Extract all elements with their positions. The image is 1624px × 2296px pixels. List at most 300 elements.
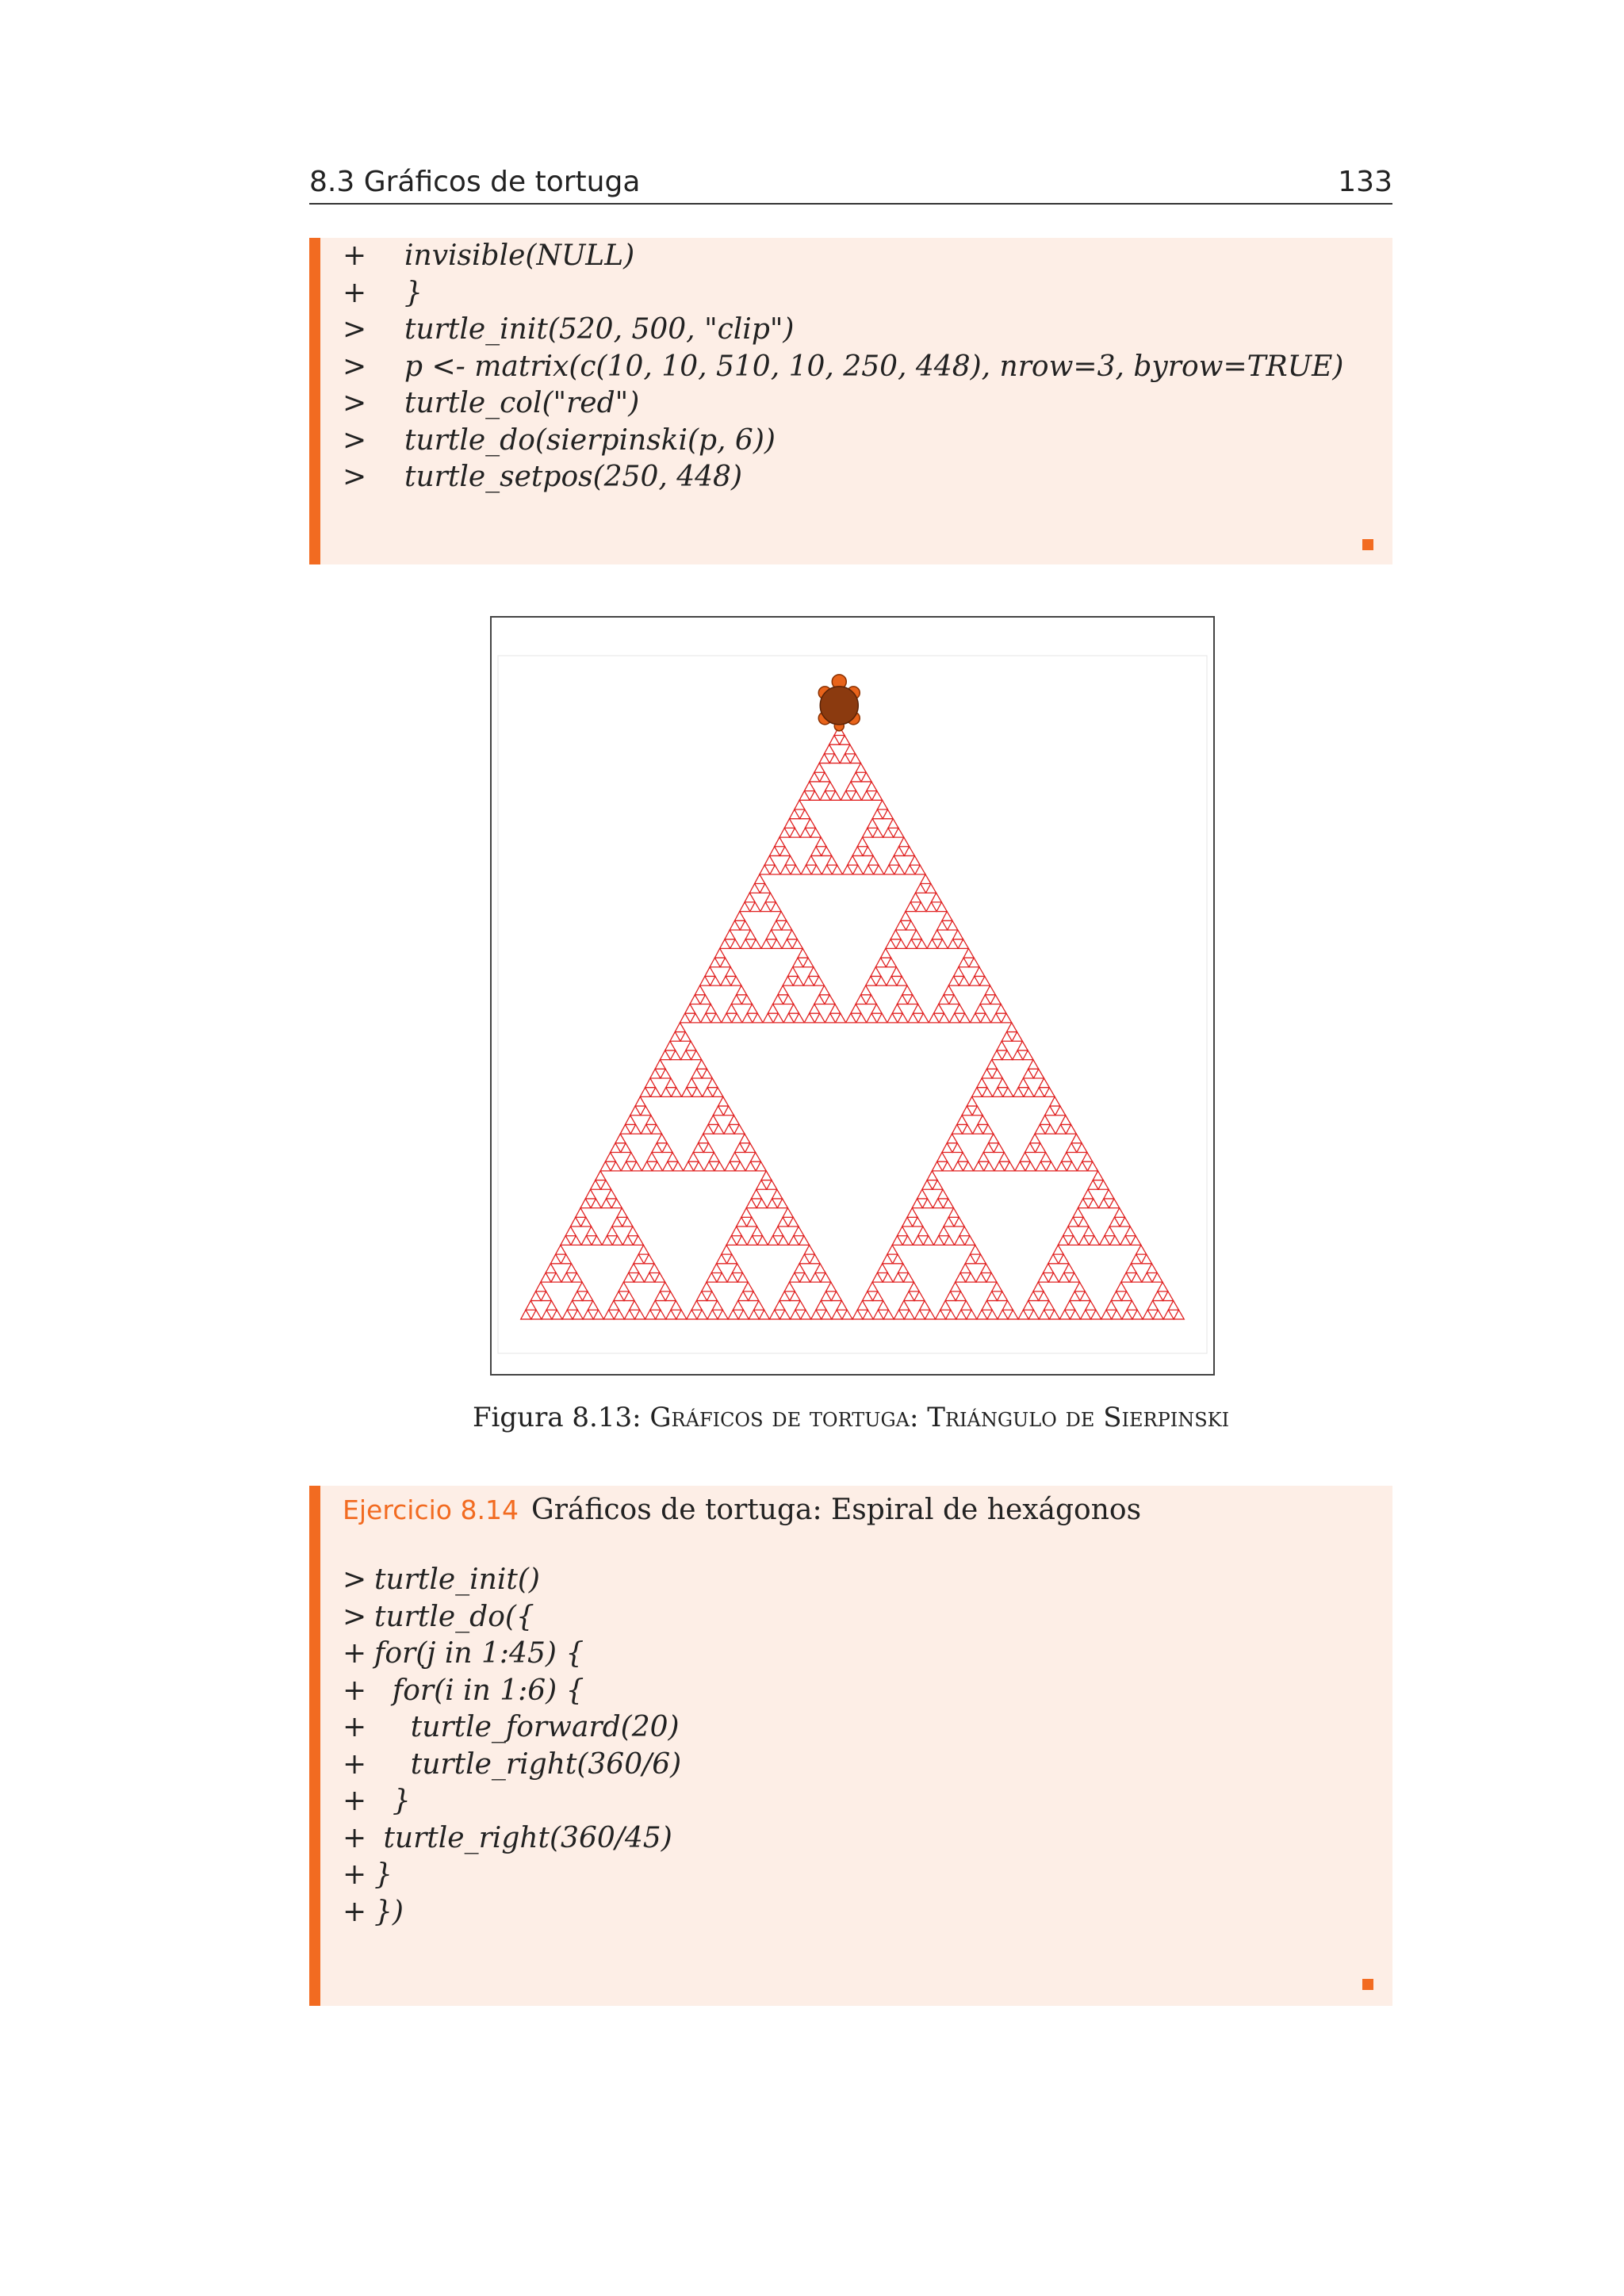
sierpinski-triangle: [819, 985, 829, 995]
sierpinski-triangle: [769, 1310, 779, 1319]
sierpinski-triangle: [760, 902, 771, 912]
sierpinski-triangle: [633, 1236, 643, 1246]
sierpinski-triangle: [913, 1217, 923, 1226]
sierpinski-triangle: [888, 819, 898, 828]
sierpinski-triangle: [945, 1292, 956, 1301]
sierpinski-triangle: [997, 1292, 1007, 1301]
sierpinski-triangle: [670, 1032, 680, 1042]
sierpinski-triangle: [829, 736, 840, 745]
code-text: }: [404, 276, 423, 309]
sierpinski-triangle: [1073, 1208, 1083, 1218]
sierpinski-triangle: [983, 1124, 994, 1134]
sierpinski-triangle: [837, 1301, 847, 1311]
sierpinski-triangle: [892, 1004, 902, 1013]
sierpinski-triangle: [1071, 1134, 1082, 1143]
sierpinski-triangle: [541, 1272, 551, 1282]
sierpinski-triangle: [550, 1254, 561, 1264]
sierpinski-triangle: [734, 1124, 745, 1134]
sierpinski-triangle: [780, 865, 791, 874]
sierpinski-triangle: [825, 1013, 835, 1023]
sierpinski-triangle: [793, 958, 803, 967]
sierpinski-triangle: [906, 902, 916, 912]
sierpinski-triangle: [918, 1013, 929, 1023]
sierpinski-triangle: [738, 1292, 749, 1301]
sierpinski-triangle: [1127, 1301, 1137, 1311]
sierpinski-triangle: [877, 1264, 887, 1273]
sierpinski-triangle: [655, 1272, 665, 1282]
sierpinski-triangle: [914, 1310, 925, 1319]
sierpinski-triangle: [787, 967, 798, 977]
sierpinski-triangle: [726, 967, 736, 977]
running-header: [309, 159, 1392, 205]
sierpinski-triangle: [814, 995, 825, 1004]
sierpinski-triangle: [826, 1282, 837, 1292]
sierpinski-triangle: [955, 1004, 965, 1013]
sierpinski-triangle: [710, 976, 721, 985]
sierpinski-triangle: [745, 893, 755, 902]
code-line: [343, 1673, 681, 1710]
sierpinski-triangle: [814, 976, 824, 985]
sierpinski-triangle: [680, 1013, 691, 1023]
sierpinski-triangle: [1055, 1106, 1066, 1115]
sierpinski-triangle: [775, 837, 785, 847]
sierpinski-triangle: [1040, 1115, 1050, 1125]
sierpinski-triangle: [868, 855, 879, 865]
sierpinski-triangle: [661, 1069, 671, 1078]
sierpinski-triangle: [894, 828, 904, 837]
sierpinski-triangle: [1018, 1078, 1028, 1088]
sierpinski-triangle: [701, 1013, 711, 1023]
sierpinski-triangle: [784, 819, 795, 828]
sierpinski-triangle: [691, 1069, 702, 1078]
sierpinski-triangle: [696, 1292, 707, 1301]
sierpinski-triangle: [806, 855, 816, 865]
sierpinski-triangle: [1105, 1226, 1115, 1236]
sierpinski-triangle: [733, 1301, 743, 1311]
sierpinski-triangle: [967, 1096, 977, 1106]
sierpinski-triangle: [1116, 1282, 1127, 1292]
sierpinski-triangle: [1065, 1301, 1075, 1311]
sierpinski-triangle: [635, 1310, 645, 1319]
sierpinski-triangle: [810, 828, 821, 837]
sierpinski-triangle: [926, 902, 936, 912]
sierpinski-triangle: [898, 1264, 909, 1273]
sierpinski-triangle: [820, 791, 830, 801]
sierpinski-triangle: [866, 995, 876, 1004]
sierpinski-triangle: [650, 1301, 661, 1311]
sierpinski-triangle: [998, 1310, 1008, 1319]
sierpinski-triangle: [937, 939, 948, 949]
sierpinski-triangle: [801, 865, 811, 874]
sierpinski-triangle: [685, 1004, 695, 1013]
sierpinski-triangle: [1142, 1272, 1152, 1282]
sierpinski-triangle: [750, 1153, 760, 1162]
sierpinski-triangle: [572, 1272, 582, 1282]
sierpinski-triangle: [531, 1310, 542, 1319]
sierpinski-triangle: [641, 1124, 651, 1134]
sierpinski-triangle: [933, 1004, 944, 1013]
sierpinski-triangle: [751, 1189, 761, 1199]
sierpinski-triangle: [730, 939, 741, 949]
sierpinski-triangle: [1028, 1292, 1039, 1301]
sierpinski-triangle: [735, 1161, 745, 1171]
sierpinski-triangle: [904, 847, 914, 856]
sierpinski-triangle: [795, 1264, 805, 1273]
sierpinski-triangle: [933, 1181, 943, 1190]
sierpinski-triangle: [702, 1282, 712, 1292]
sierpinski-triangle: [722, 1013, 732, 1023]
sierpinski-triangle: [756, 1181, 767, 1190]
sierpinski-triangle: [883, 1254, 893, 1264]
sierpinski-triangle: [1136, 1245, 1147, 1254]
sierpinski-triangle: [873, 1310, 883, 1319]
sierpinski-triangle: [824, 744, 834, 754]
sierpinski-triangle: [707, 1272, 717, 1282]
code-line: [343, 1783, 681, 1820]
sierpinski-triangle: [1132, 1272, 1142, 1282]
sierpinski-triangle: [845, 744, 856, 754]
sierpinski-triangle: [804, 1245, 814, 1254]
sierpinski-triangle: [887, 1245, 898, 1254]
sierpinski-triangle: [975, 967, 985, 977]
sierpinski-triangle: [731, 976, 741, 985]
sierpinski-triangle: [660, 1282, 670, 1292]
sierpinski-triangle: [841, 791, 851, 801]
sierpinski-triangle: [876, 976, 887, 985]
sierpinski-triangle: [962, 1106, 972, 1115]
sierpinski-triangle: [581, 1236, 592, 1246]
sierpinski-triangle: [731, 995, 741, 1004]
sierpinski-triangle: [988, 1134, 998, 1143]
sierpinski-triangle: [894, 847, 904, 856]
code-line: [343, 1894, 681, 1931]
sierpinski-triangle: [963, 1124, 973, 1134]
sierpinski-triangle: [780, 1310, 791, 1319]
sierpinski-triangle: [810, 791, 820, 801]
sierpinski-figure: [490, 616, 1215, 1376]
sierpinski-triangle: [912, 1199, 922, 1208]
sierpinski-triangle: [787, 930, 797, 939]
sierpinski-triangle: [631, 1161, 642, 1171]
sierpinski-triangle: [749, 884, 760, 894]
sierpinski-triangle: [624, 1310, 634, 1319]
turtle-icon: [818, 675, 860, 731]
sierpinski-triangle: [713, 1106, 723, 1115]
code-prompt: >: [343, 387, 367, 419]
sierpinski-triangle: [1163, 1310, 1174, 1319]
sierpinski-triangle: [887, 976, 897, 985]
sierpinski-triangle: [583, 1310, 593, 1319]
code-prompt: +: [343, 1674, 367, 1707]
sierpinski-triangle: [769, 847, 779, 856]
code-prompt: +: [343, 239, 367, 272]
sierpinski-triangle: [726, 1004, 737, 1013]
code-text: }: [374, 1858, 393, 1891]
sierpinski-triangle: [614, 1310, 624, 1319]
sierpinski-triangle: [922, 1199, 933, 1208]
code-prompt: +: [343, 1747, 367, 1781]
sierpinski-triangle: [897, 1226, 907, 1236]
sierpinski-triangle: [897, 995, 907, 1004]
sierpinski-triangle: [591, 1181, 601, 1190]
sierpinski-triangle: [893, 1254, 903, 1264]
code-prompt: >: [343, 1563, 367, 1596]
code-text: p <- matrix(c(10, 10, 510, 10, 250, 448), nrow=3, byrow=TRUE): [404, 350, 1344, 383]
sierpinski-triangle: [892, 1236, 902, 1246]
sierpinski-triangle: [866, 976, 876, 985]
sierpinski-triangle: [811, 865, 822, 874]
sierpinski-triangle: [718, 1310, 728, 1319]
sierpinski-triangle: [894, 865, 905, 874]
sierpinski-triangle: [877, 1013, 887, 1023]
sierpinski-triangle: [906, 920, 916, 930]
sierpinski-triangle: [790, 1292, 800, 1301]
sierpinski-triangle: [790, 828, 800, 837]
sierpinski-triangle: [1045, 1106, 1055, 1115]
sierpinski-triangle: [768, 1236, 778, 1246]
sierpinski-triangle: [901, 912, 911, 921]
sierpinski-triangle: [1120, 1217, 1130, 1226]
sierpinski-triangle: [842, 1310, 852, 1319]
sierpinski-triangle: [690, 995, 700, 1004]
sierpinski-triangle: [745, 1143, 756, 1153]
sierpinski-triangle: [856, 995, 866, 1004]
sierpinski-triangle: [1153, 1292, 1163, 1301]
sierpinski-triangle: [788, 1236, 799, 1246]
sierpinski-triangle: [756, 1199, 767, 1208]
sierpinski-triangle: [730, 920, 740, 930]
sierpinski-triangle: [620, 1124, 630, 1134]
sierpinski-triangle: [938, 1189, 948, 1199]
sierpinski-triangle: [852, 1310, 863, 1319]
sierpinski-triangle: [822, 847, 832, 856]
sierpinski-triangle: [1017, 1041, 1028, 1050]
sierpinski-triangle: [782, 920, 792, 930]
sierpinski-triangle: [816, 837, 826, 847]
sierpinski-triangle: [810, 1254, 820, 1264]
sierpinski-triangle: [571, 1236, 581, 1246]
sierpinski-triangle: [1033, 1069, 1044, 1078]
sierpinski-triangle: [779, 828, 790, 837]
sierpinski-triangle: [623, 1272, 634, 1282]
sierpinski-triangle: [562, 1310, 573, 1319]
sierpinski-triangle: [622, 1217, 633, 1226]
sierpinski-triangle: [931, 893, 941, 902]
sierpinski-triangle: [1058, 1236, 1068, 1246]
sierpinski-triangle: [873, 828, 883, 837]
sierpinski-triangle: [1030, 1134, 1040, 1143]
sierpinski-triangle: [874, 865, 884, 874]
sierpinski-triangle: [1013, 1088, 1024, 1097]
sierpinski-triangle: [642, 1161, 652, 1171]
sierpinski-triangle: [1153, 1310, 1163, 1319]
code-block-continuation: [309, 238, 1392, 564]
sierpinski-triangle: [1112, 1310, 1122, 1319]
sierpinski-triangle: [822, 865, 832, 874]
sierpinski-triangle: [830, 1004, 841, 1013]
sierpinski-triangle: [753, 1013, 763, 1023]
sierpinski-triangle: [645, 1272, 655, 1282]
sierpinski-triangle: [556, 1245, 566, 1254]
sierpinski-triangle: [717, 1272, 727, 1282]
sierpinski-triangle: [932, 930, 942, 939]
code-text: for(i in 1:6) {: [374, 1674, 584, 1707]
sierpinski-triangle: [541, 1292, 551, 1301]
sierpinski-triangle: [630, 1106, 641, 1115]
sierpinski-triangle: [917, 939, 927, 949]
sierpinski-triangle: [772, 920, 782, 930]
sierpinski-triangle: [969, 976, 979, 985]
code-text: }: [374, 1785, 411, 1817]
sierpinski-triangle: [780, 847, 791, 856]
sierpinski-triangle: [799, 791, 810, 801]
sierpinski-triangle: [666, 1310, 676, 1319]
sierpinski-triangle: [949, 995, 959, 1004]
code-text: turtle_init(): [374, 1563, 540, 1596]
sierpinski-triangle: [904, 1292, 914, 1301]
sierpinski-triangle: [561, 1254, 571, 1264]
sierpinski-triangle: [825, 782, 835, 791]
sierpinski-triangle: [942, 1161, 952, 1171]
sierpinski-triangle: [933, 1199, 943, 1208]
sierpinski-triangle: [829, 754, 840, 763]
sierpinski-triangle: [863, 1292, 873, 1301]
sierpinski-triangle: [1141, 1254, 1151, 1264]
sierpinski-triangle: [915, 884, 925, 894]
end-of-block-marker: [1362, 539, 1373, 550]
sierpinski-triangle: [785, 855, 795, 865]
sierpinski-triangle: [681, 1050, 691, 1060]
sierpinski-triangle: [603, 1310, 614, 1319]
sierpinski-triangle: [994, 1161, 1005, 1171]
sierpinski-triangle: [640, 1088, 650, 1097]
sierpinski-triangle: [959, 1226, 970, 1236]
sierpinski-triangle: [775, 1301, 785, 1311]
sierpinski-triangle: [691, 1301, 702, 1311]
sierpinski-triangle: [576, 1208, 586, 1218]
sierpinski-triangle: [800, 828, 810, 837]
sierpinski-triangle: [1158, 1282, 1168, 1292]
sierpinski-triangle: [795, 800, 805, 809]
sierpinski-triangle: [770, 865, 780, 874]
sierpinski-triangle: [1168, 1301, 1178, 1311]
sierpinski-triangle: [871, 967, 881, 977]
sierpinski-triangle: [992, 1282, 1002, 1292]
sierpinski-triangle: [651, 1124, 661, 1134]
sierpinski-triangle: [910, 855, 920, 865]
sierpinski-triangle: [902, 985, 913, 995]
sierpinski-triangle: [708, 1115, 718, 1125]
sierpinski-triangle: [898, 1013, 908, 1023]
sierpinski-triangle: [949, 1013, 959, 1023]
sierpinski-triangle: [732, 1264, 742, 1273]
sierpinski-triangle: [699, 1134, 709, 1143]
code-prompt: >: [343, 461, 367, 493]
sierpinski-triangle: [1077, 1143, 1087, 1153]
sierpinski-triangle: [1147, 1264, 1157, 1273]
sierpinski-triangle: [661, 1088, 671, 1097]
sierpinski-triangle: [1120, 1236, 1131, 1246]
sierpinski-triangle: [1028, 1060, 1039, 1070]
sierpinski-triangle: [897, 976, 907, 985]
sierpinski-triangle: [1078, 1217, 1089, 1226]
sierpinski-triangle: [1055, 1124, 1066, 1134]
sierpinski-triangle: [969, 958, 979, 967]
sierpinski-triangle: [629, 1264, 639, 1273]
sierpinski-triangle: [695, 985, 705, 995]
sierpinski-triangle: [1070, 1310, 1080, 1319]
sierpinski-triangle: [926, 884, 936, 894]
sierpinski-triangle: [832, 1310, 842, 1319]
sierpinski-triangle: [1044, 1264, 1054, 1273]
sierpinski-triangle: [720, 958, 730, 967]
sierpinski-triangle: [872, 809, 883, 819]
sierpinski-triangle: [1036, 1143, 1046, 1153]
sierpinski-triangle: [954, 1217, 964, 1226]
sierpinski-triangle: [884, 865, 894, 874]
sierpinski-triangle: [1005, 1161, 1015, 1171]
sierpinski-triangle: [999, 1153, 1009, 1162]
sierpinski-triangle: [939, 1226, 949, 1236]
sierpinski-triangle: [585, 1189, 596, 1199]
sierpinski-triangle: [1121, 1292, 1132, 1301]
sierpinski-triangle: [861, 772, 871, 782]
sierpinski-triangle: [1143, 1310, 1153, 1319]
sierpinski-triangle: [852, 847, 863, 856]
sierpinski-triangle: [857, 1301, 868, 1311]
sierpinski-triangle: [1044, 1301, 1055, 1311]
sierpinski-triangle: [718, 1096, 729, 1106]
caption-prefix: Figura 8.13:: [472, 1402, 642, 1433]
sierpinski-triangle: [751, 939, 761, 949]
sierpinski-triangle: [920, 1301, 930, 1311]
sierpinski-triangle: [609, 1301, 619, 1311]
sierpinski-triangle: [731, 1226, 741, 1236]
sierpinski-triangle: [756, 1161, 766, 1171]
sierpinski-triangle: [596, 1171, 606, 1181]
sierpinski-triangle: [1062, 1153, 1072, 1162]
sierpinski-triangle: [730, 1153, 740, 1162]
sierpinski-triangle: [791, 1310, 801, 1319]
sierpinski-triangle: [800, 1272, 810, 1282]
sierpinski-triangle: [1063, 1226, 1074, 1236]
sierpinski-triangle: [602, 1236, 612, 1246]
sierpinski-triangle: [759, 1310, 769, 1319]
sierpinski-triangle: [647, 1153, 657, 1162]
sierpinski-triangle: [990, 995, 1001, 1004]
sierpinski-triangle: [735, 1143, 745, 1153]
sierpinski-triangle: [997, 1041, 1007, 1050]
sierpinski-triangle: [638, 1245, 649, 1254]
sierpinski-triangle: [1020, 1153, 1030, 1162]
sierpinski-triangle: [1110, 1236, 1120, 1246]
sierpinski-triangle: [811, 1310, 822, 1319]
sierpinski-triangle: [761, 939, 772, 949]
sierpinski-triangle: [693, 1143, 703, 1153]
sierpinski-triangle: [767, 1181, 777, 1190]
sierpinski-triangle: [998, 1078, 1008, 1088]
code-line: [343, 1820, 681, 1858]
sierpinski-triangle: [779, 1292, 790, 1301]
sierpinski-triangle: [740, 1134, 750, 1143]
sierpinski-triangle: [827, 855, 837, 865]
sierpinski-triangle: [788, 1004, 799, 1013]
sierpinski-triangle: [703, 1088, 713, 1097]
sierpinski-triangle: [592, 1236, 602, 1246]
sierpinski-triangle: [867, 782, 877, 791]
code-text: invisible(NULL): [404, 239, 635, 272]
sierpinski-triangle: [1069, 1272, 1079, 1282]
